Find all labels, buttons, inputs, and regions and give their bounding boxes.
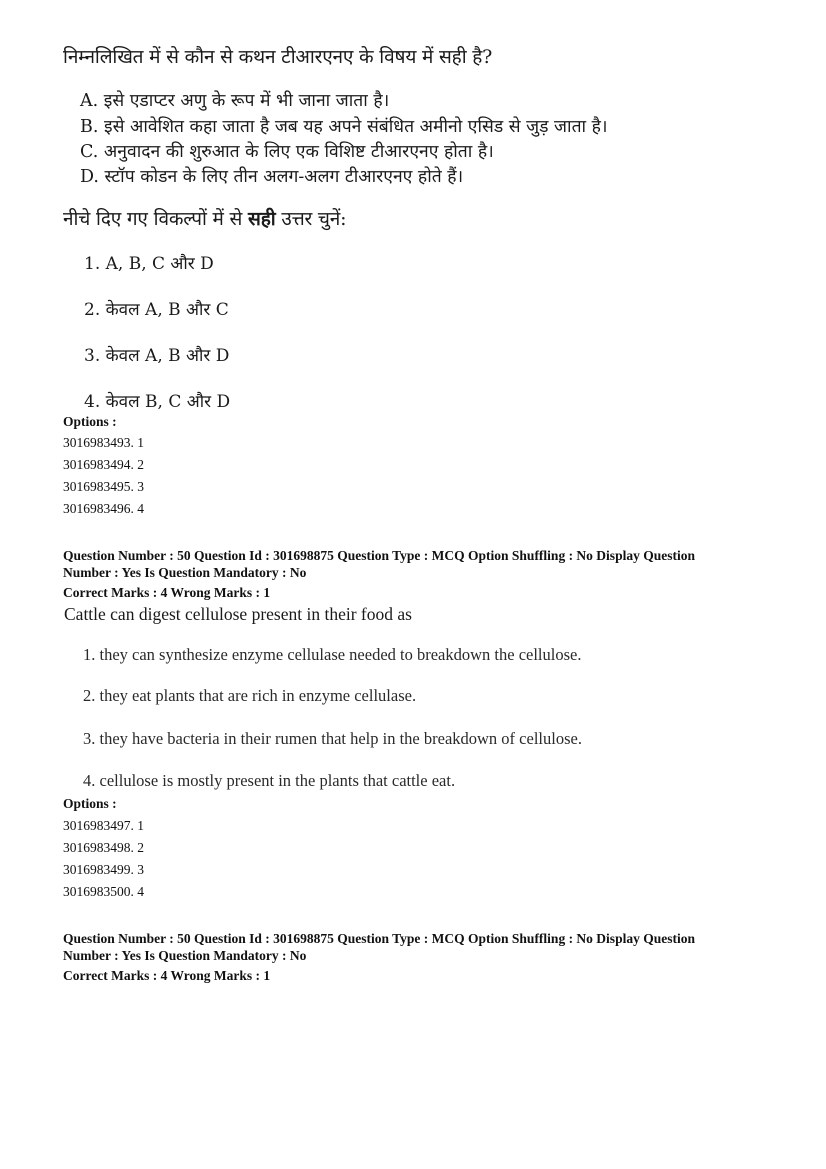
choice-3: 3. they have bacteria in their rumen that help in the breakdown of cellulose. [83,729,582,748]
question-text-english: Cattle can digest cellulose present in their food as [64,604,412,624]
option-id-4: 3016983496. 4 [63,501,144,516]
question-text-hindi: निम्नलिखित में से कौन से कथन टीआरएनए के विषय में सही है? [63,46,493,68]
choice-1: 1. they can synthesize enzyme cellulase needed to breakdown the cellulose. [83,645,582,664]
choice-1: 1. A, B, C और D [84,254,214,274]
option-id-4: 3016983500. 4 [63,884,144,899]
options-label: Options : [63,796,117,811]
options-label: Options : [63,414,117,429]
option-id-2: 3016983494. 2 [63,457,144,472]
marks-line: Correct Marks : 4 Wrong Marks : 1 [63,585,271,600]
statement-b: B. इसे आवेशित कहा जाता है जब यह अपने संबंधित अमीनो एसिड से जुड़ जाता है। [80,117,608,137]
question-meta-line-1: Question Number : 50 Question Id : 301698875 Question Type : MCQ Option Shuffling : No Display Question [63,931,695,946]
choice-4: 4. केवल B, C और D [84,392,231,412]
option-id-1: 3016983497. 1 [63,818,144,833]
choice-4: 4. cellulose is mostly present in the plants that cattle eat. [83,771,456,790]
instruction-post: उत्तर चुनें: [275,208,347,230]
instruction-text [63,205,346,231]
question-meta-line-1: Question Number : 50 Question Id : 301698875 Question Type : MCQ Option Shuffling : No Display Question [63,548,695,563]
choice-2: 2. they eat plants that are rich in enzyme cellulase. [83,686,417,705]
option-id-2: 3016983498. 2 [63,840,144,855]
statement-c: C. अनुवादन की शुरुआत के लिए एक विशिष्ट टीआरएनए होता है। [80,142,494,162]
choice-3: 3. केवल A, B और D [84,346,230,366]
statement-a: A. इसे एडाप्टर अणु के रूप में भी जाना जाता है। [80,91,390,111]
statement-d: D. स्टॉप कोडन के लिए तीन अलग-अलग टीआरएनए होते हैं। [80,167,464,187]
choice-2: 2. केवल A, B और C [84,300,229,320]
option-id-1: 3016983493. 1 [63,435,144,450]
instruction-bold: सही [248,208,276,230]
instruction-pre: नीचे दिए गए विकल्पों में से [63,208,249,230]
question-meta-line-2: Number : Yes Is Question Mandatory : No [63,948,307,963]
marks-line: Correct Marks : 4 Wrong Marks : 1 [63,968,271,983]
option-id-3: 3016983495. 3 [63,479,144,494]
option-id-3: 3016983499. 3 [63,862,144,877]
question-meta-line-2: Number : Yes Is Question Mandatory : No [63,565,307,580]
